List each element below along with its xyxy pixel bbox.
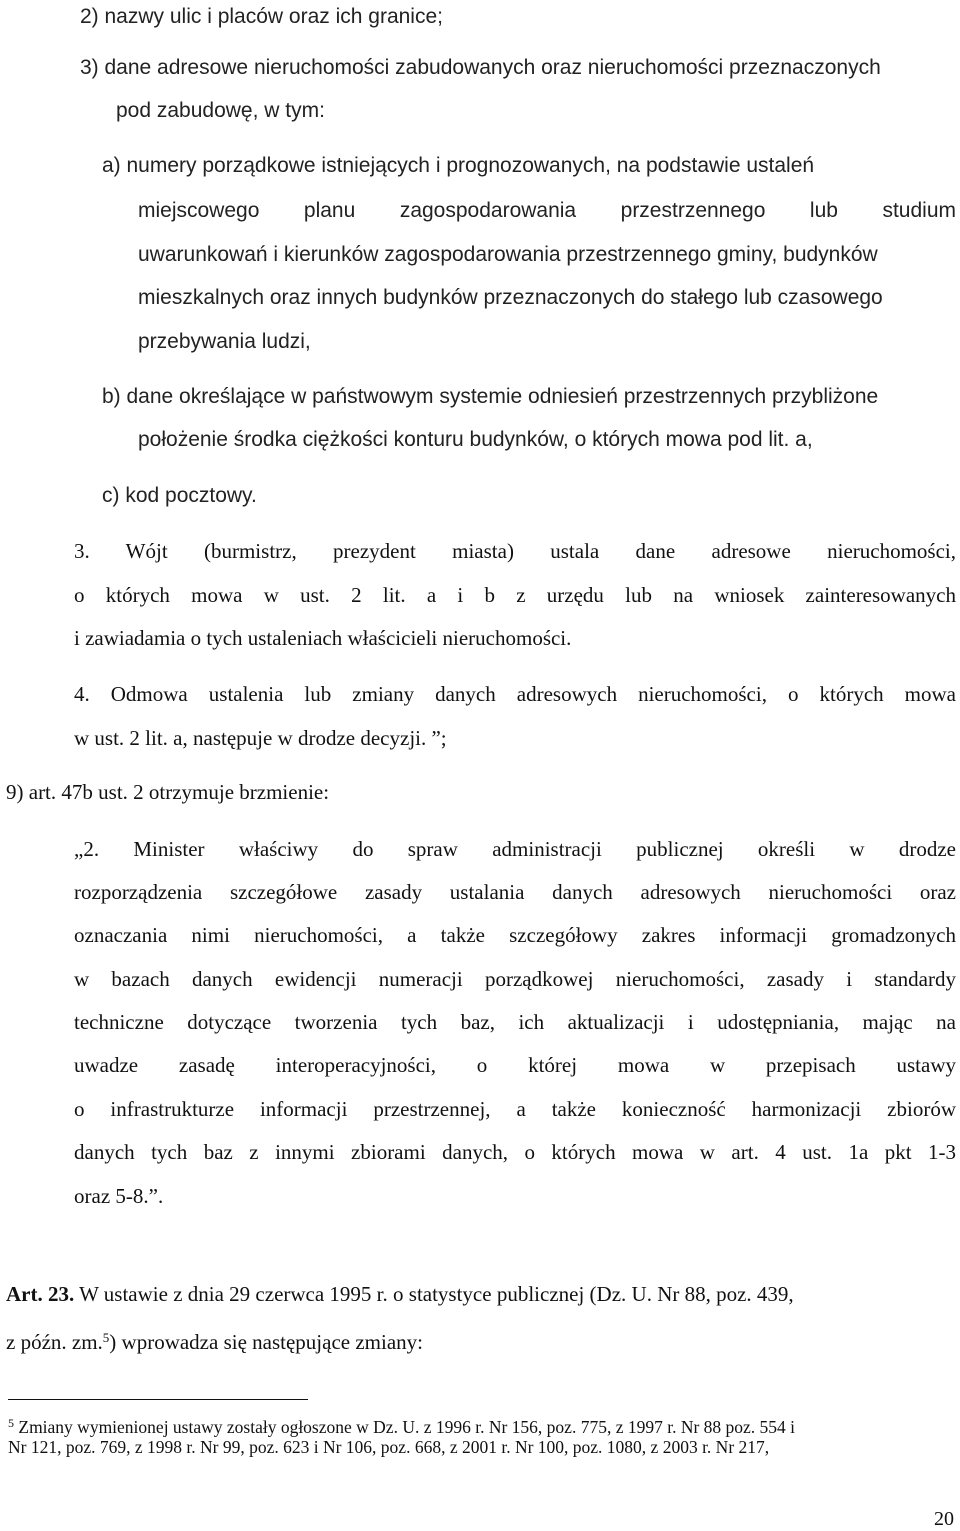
quote-paragraph-line3: oznaczania nimi nieruchomości, a także szczegółowy zakres informacji gromadzonych [74,923,956,947]
paragraph-4-line2: w ust. 2 lit. a, następuje w drodze decyzji. ”; [74,726,447,750]
sub-item-b-line2: położenie środka ciężkości konturu budynków, o których mowa pod lit. a, [138,428,813,451]
article-23-text-post: ) wprowadza się następujące zmiany: [109,1330,423,1354]
footnote-marker: 5 [8,1416,14,1430]
list-item-3-line1: 3) dane adresowe nieruchomości zabudowanych oraz nieruchomości przeznaczonych [80,56,881,79]
quote-paragraph-line8: danych tych baz z innymi zbiorami danych, o których mowa w art. 4 ust. 1a pkt 1-3 [74,1140,956,1164]
sub-item-a-line2: miejscowego planu zagospodarowania przestrzennego lub studium [138,199,956,222]
quote-paragraph-line1: „2. Minister właściwy do spraw administracji publicznej określi w drodze [74,837,956,861]
article-23-label: Art. 23. [6,1282,75,1306]
footnote-text-1: Zmiany wymienionej ustawy zostały ogłoszone w Dz. U. z 1996 r. Nr 156, poz. 775, z 1997 r. Nr 88 poz. 554 i [14,1417,796,1437]
quote-paragraph-line6: uwadze zasadę interoperacyjności, o której mowa w przepisach ustawy [74,1053,956,1077]
sub-item-a-line5: przebywania ludzi, [138,330,311,353]
quote-paragraph-line9: oraz 5-8.”. [74,1184,164,1208]
list-item-2: 2) nazwy ulic i placów oraz ich granice; [80,5,443,28]
quote-paragraph-line4: w bazach danych ewidencji numeracji porządkowej nieruchomości, zasady i standardy [74,967,956,991]
sub-item-a-line4: mieszkalnych oraz innych budynków przeznaczonych do stałego lub czasowego [138,286,883,309]
footnote-line2: Nr 121, poz. 769, z 1998 r. Nr 99, poz. 623 i Nr 106, poz. 668, z 2001 r. Nr 100, poz. 1080, z 2003 r. Nr 217, [8,1437,770,1457]
footnote-line1 [8,1412,795,1438]
list-item-3-line2: pod zabudowę, w tym: [116,99,325,122]
footnote-reference: 5 [102,1330,110,1345]
paragraph-3-line3: i zawiadamia o tych ustaleniach właścicieli nieruchomości. [74,626,572,650]
quote-paragraph-line7: o infrastrukturze informacji przestrzennej, a także konieczność harmonizacji zbiorów [74,1097,956,1121]
sub-item-b-line1: b) dane określające w państwowym systemie odniesień przestrzennych przybliżone [102,385,879,408]
footnote-divider [8,1399,308,1400]
quote-paragraph-line5: techniczne dotyczące tworzenia tych baz, ich aktualizacji i udostępniania, mając na [74,1010,956,1034]
article-23-line1 [6,1281,794,1307]
paragraph-4-line1: 4. Odmowa ustalenia lub zmiany danych adresowych nieruchomości, o których mowa [74,682,956,706]
article-23-text-pre: z późn. zm. [6,1330,103,1354]
quote-paragraph-line2: rozporządzenia szczegółowe zasady ustalania danych adresowych nieruchomości oraz [74,880,956,904]
sub-item-a-line1: a) numery porządkowe istniejących i prognozowanych, na podstawie ustaleń [102,154,815,177]
sub-item-c: c) kod pocztowy. [102,484,257,507]
sub-item-a-line3: uwarunkowań i kierunków zagospodarowania przestrzennego gminy, budynków [138,243,878,266]
paragraph-3-line2: o których mowa w ust. 2 lit. a i b z urzędu lub na wniosek zainteresowanych [74,583,956,607]
point-9: 9) art. 47b ust. 2 otrzymuje brzmienie: [6,780,330,804]
article-23-text: W ustawie z dnia 29 czerwca 1995 r. o statystyce publicznej (Dz. U. Nr 88, poz. 439, [74,1282,794,1306]
paragraph-3-line1: 3. Wójt (burmistrz, prezydent miasta) ustala dane adresowe nieruchomości, [74,539,956,563]
page-number: 20 [934,1508,954,1530]
article-23-line2 [6,1325,423,1355]
